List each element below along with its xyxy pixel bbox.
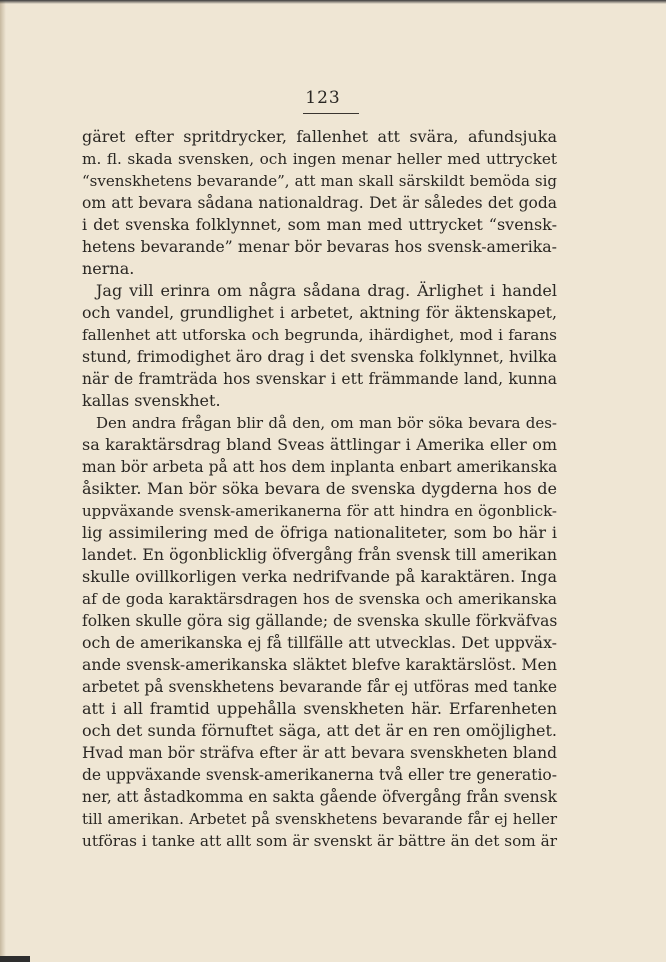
page-bottom-corner bbox=[0, 956, 30, 962]
text-line: och det sunda förnuftet säga, att det är en ren omöjlighet. bbox=[82, 721, 557, 740]
text-line: Jag vill erinra om några sådana drag. Ärlighet i handel bbox=[96, 281, 557, 300]
text-line: Den andra frågan blir då den, om man bör söka bevara des- bbox=[96, 414, 557, 432]
text-line: skulle ovillkorligen verka nedrifvande på karaktären. Inga bbox=[82, 567, 557, 586]
text-line: och de amerikanska ej få tillfälle att utvecklas. Det uppväx- bbox=[82, 633, 557, 652]
text-line: folken skulle göra sig gällande; de svenska skulle förkväfvas bbox=[82, 612, 558, 630]
text-line: man bör arbeta på att hos dem inplanta enbart amerikanska bbox=[82, 458, 558, 476]
page-top-edge bbox=[0, 0, 666, 4]
text-line: ande svensk-amerikanska släktet blefve karaktärslöst. Men bbox=[82, 655, 557, 674]
text-line: af de goda karaktärsdragen hos de svenska och amerikanska bbox=[82, 590, 557, 608]
text-line: gäret efter spritdrycker, fallenhet att svära, afundsjuka bbox=[82, 127, 557, 146]
text-line: när de framträda hos svenskar i ett främmande land, kunna bbox=[82, 370, 557, 388]
page-number-rule bbox=[303, 113, 359, 114]
text-line: uppväxande svensk-amerikanerna för att hindra en ögonblick- bbox=[82, 502, 557, 520]
text-line: de uppväxande svensk-amerikanerna två eller tre generatio- bbox=[82, 766, 557, 784]
text-line: Hvad man bör sträfva efter är att bevara svenskheten bland bbox=[82, 744, 557, 762]
text-line: ner, att åstadkomma en sakta gående öfvergång från svensk bbox=[82, 788, 557, 806]
text-line: landet. En ögonblicklig öfvergång från svensk till amerikan bbox=[82, 545, 557, 564]
text-line: stund, frimodighet äro drag i det svenska folklynnet, hvilka bbox=[82, 347, 557, 366]
text-line: åsikter. Man bör söka bevara de svenska dygderna hos de bbox=[82, 479, 557, 498]
page-number: 123 bbox=[305, 88, 341, 108]
text-line: sa karaktärsdrag bland Sveas ättlingar i Amerika eller om bbox=[82, 435, 557, 454]
text-line: m. fl. skada svensken, och ingen menar heller med uttrycket bbox=[82, 150, 557, 168]
text-line: fallenhet att utforska och begrunda, ihärdighet, mod i farans bbox=[82, 326, 557, 344]
text-line: att i all framtid uppehålla svenskheten här. Erfarenheten bbox=[82, 699, 557, 718]
text-line: lig assimilering med de öfriga nationaliteter, som bo här i bbox=[82, 523, 557, 542]
text-line: kallas svenskhet. bbox=[82, 391, 221, 410]
text-line: arbetet på svenskhetens bevarande får ej utföras med tanke bbox=[82, 678, 557, 696]
text-line: nerna. bbox=[82, 259, 135, 278]
text-line: om att bevara sådana nationaldrag. Det är således det goda bbox=[82, 194, 557, 212]
text-line: hetens bevarande” menar bör bevaras hos svensk-amerika- bbox=[82, 237, 557, 256]
body-text bbox=[82, 126, 557, 852]
text-line: i det svenska folklynnet, som man med uttrycket “svensk- bbox=[82, 215, 557, 234]
text-line: “svenskhetens bevarande”, att man skall särskildt bemöda sig bbox=[82, 172, 557, 190]
text-line: utföras i tanke att allt som är svenskt är bättre än det som är bbox=[82, 832, 557, 850]
text-line: och vandel, grundlighet i arbetet, aktning för äktenskapet, bbox=[82, 303, 557, 322]
page-gutter-shadow bbox=[0, 0, 6, 962]
text-line: till amerikan. Arbetet på svenskhetens bevarande får ej heller bbox=[82, 810, 557, 828]
